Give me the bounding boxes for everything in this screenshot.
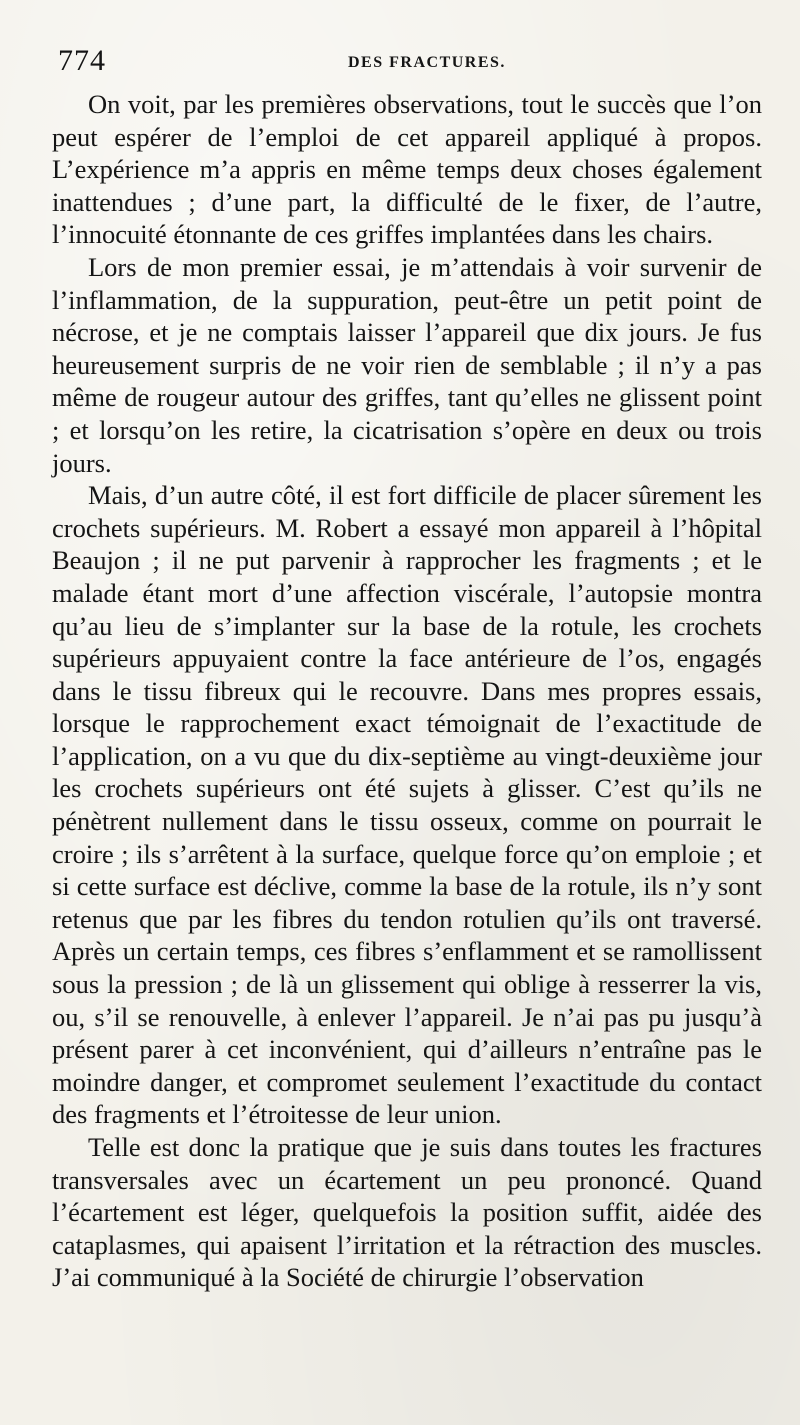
running-head: DES FRACTURES.: [348, 54, 506, 71]
body-text: [52, 88, 762, 1294]
paragraph: Telle est donc la pratique que je suis dans toutes les fractures transversales avec un écartement un peu prononcé. Quand l’écartement est léger, quelquefois la position suffit, aidée des cataplasmes, qui apaisent l’irritation et la rétraction des muscles. J’ai communiqué à la Société de chirurgie l’observation: [52, 1132, 762, 1293]
page-number: 774: [58, 44, 106, 77]
paragraph: Mais, d’un autre côté, il est fort difficile de placer sûrement les crochets supérieurs. M. Robert a essayé mon appareil à l’hôpital Beaujon ; il ne put parvenir à rapprocher les fragments ; et le malade étant mort d’une affection viscérale, l’autopsie montra qu’au lieu de s’implanter sur la base de la rotule, les crochets supérieurs appuyaient contre la face antérieure de l’os, engagés dans le tissu fibreux qui le recouvre. Dans mes propres essais, lorsque le rapprochement exact témoignait de l’exactitude de l’application, on a vu que du dix-septième au vingt-deuxième jour les crochets supérieurs ont été sujets à glisser. C’est qu’ils ne pénètrent nullement dans le tissu osseux, comme on pourrait le croire ; ils s’arrêtent à la surface, quelque force qu’on emploie ; et si cette surface est déclive, comme la base de la rotule, ils n’y sont retenus que par les fibres du tendon rotulien qu’ils ont traversé. Après un certain temps, ces fibres s’enflamment et se ramollissent sous la pression ; de là un glissement qui oblige à resserrer la vis, ou, s’il se renouvelle, à enlever l’appareil. Je n’ai pas pu jusqu’à présent parer à cet inconvénient, qui d’ailleurs n’entraîne pas le moindre danger, et compromet seulement l’exactitude du contact des fragments et l’étroitesse de leur union.: [52, 480, 762, 1130]
page-header: [52, 44, 762, 84]
paragraph: Lors de mon premier essai, je m’attendais à voir survenir de l’inflammation, de la suppuration, peut-être un petit point de nécrose, et je ne comptais laisser l’appareil que dix jours. Je fus heureusement surpris de ne voir rien de semblable ; il n’y a pas même de rougeur autour des griffes, tant qu’elles ne glissent point ; et lorsqu’on les retire, la cicatrisation s’opère en deux ou trois jours.: [52, 251, 762, 478]
paragraph: On voit, par les premières observations, tout le succès que l’on peut espérer de l’emploi de cet appareil appliqué à propos. L’expérience m’a appris en même temps deux choses également inattendues ; d’une part, la difficulté de le fixer, de l’autre, l’innocuité étonnante de ces griffes implantées dans les chairs.: [52, 89, 762, 250]
